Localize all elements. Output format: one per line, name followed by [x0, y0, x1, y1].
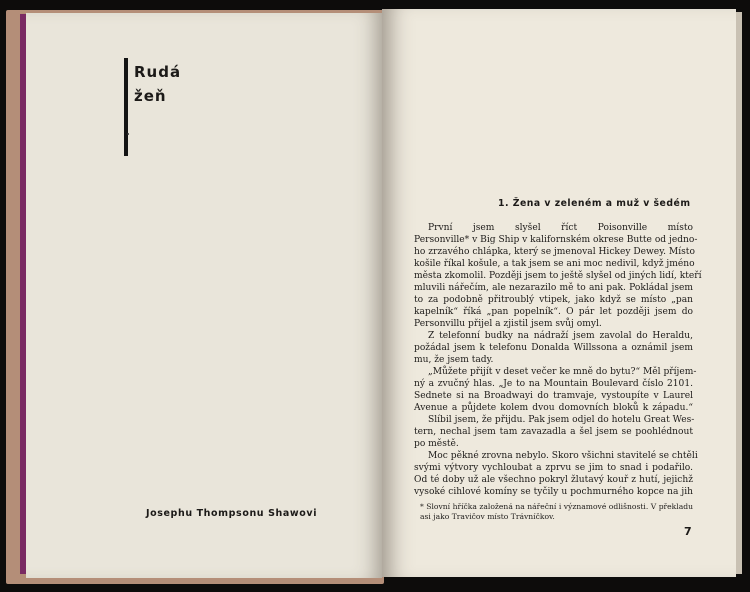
text-line: svými výtvory vychloubat a zprvu se jim to snad i podařilo.	[414, 463, 693, 473]
text-line: Avenue a půjdete kolem dvou domovních bloků k západu.“	[414, 403, 693, 413]
title-rule	[124, 58, 128, 156]
text-line: ho zrzavého chlápka, který se jmenoval Hickey Dewey. Místo	[414, 247, 695, 257]
chapter-title: 1. Žena v zeleném a muž v šedém	[498, 198, 691, 209]
title-line-2: žeň	[134, 87, 167, 105]
text-line: Sednete si na Broadwayi do tramvaje, vystoupíte v Laurel	[414, 391, 693, 401]
text-line: vysoké cihlové komíny se tyčily u pochmurného kopce na jih	[414, 487, 693, 497]
left-page	[26, 13, 382, 578]
text-line: Slíbil jsem, že přijdu. Pak jsem odjel do hotelu Great Wes-	[428, 415, 695, 425]
text-line: Personville* v Big Ship v kalifornském okrese Butte od jedno-	[414, 235, 698, 245]
text-line: První jsem slyšel říct Poisonville místo	[428, 223, 693, 233]
text-line: mu, že jsem tady.	[414, 355, 494, 365]
text-line: mluvili nářečím, ale nezarazilo mě to ani pak. Pokládal jsem	[414, 283, 693, 293]
text-line: Personvillu přijel a zjistil jsem svůj omyl.	[414, 319, 602, 329]
text-line: „Můžete přijít v deset večer ke mně do bytu?“ Měl příjem-	[428, 367, 697, 377]
text-line: tern, nechal jsem tam zavazadla a šel jsem se poohlédnout	[414, 427, 693, 437]
text-line: po městě.	[414, 439, 459, 449]
text-line: Moc pěkné zrovna nebylo. Skoro všichni stavitelé se chtěli	[428, 451, 698, 461]
text-line: požádal jsem k telefonu Donalda Willssona a oznámil jsem	[414, 343, 693, 353]
text-line: to za podobně přitroublý vtipek, jako když se místo „pan	[414, 295, 693, 305]
text-line: kapelník“ říká „pan popelník“. O pár let později jsem do	[414, 307, 693, 317]
footnote-line: * Slovní hříčka založená na nářeční i významové odlišnosti. V překladu	[420, 502, 693, 511]
title-line-1: Rudá	[134, 63, 182, 81]
book-title	[134, 60, 181, 108]
text-line: Od té doby už ale všechno pokryl žlutavý kouř z hutí, jejichž	[414, 475, 693, 485]
page-number: 7	[684, 525, 692, 538]
footnote-line: asi jako Travičov místo Trávníčkov.	[420, 512, 555, 521]
text-line: ný a zvučný hlas. „Je to na Mountain Boulevard číslo 2101.	[414, 379, 693, 389]
page-speck	[127, 133, 129, 135]
text-line: města zkomolil. Později jsem to ještě slyšel od jiných lidí, kteří	[414, 271, 702, 281]
page-edge	[736, 12, 742, 574]
text-line: košile říkal košule, a tak jsem se ani moc nedivil, když jméno	[414, 259, 695, 269]
text-line: Z telefonní budky na nádraží jsem zavolal do Heraldu,	[428, 331, 693, 341]
dedication: Josephu Thompsonu Shawovi	[146, 508, 318, 519]
